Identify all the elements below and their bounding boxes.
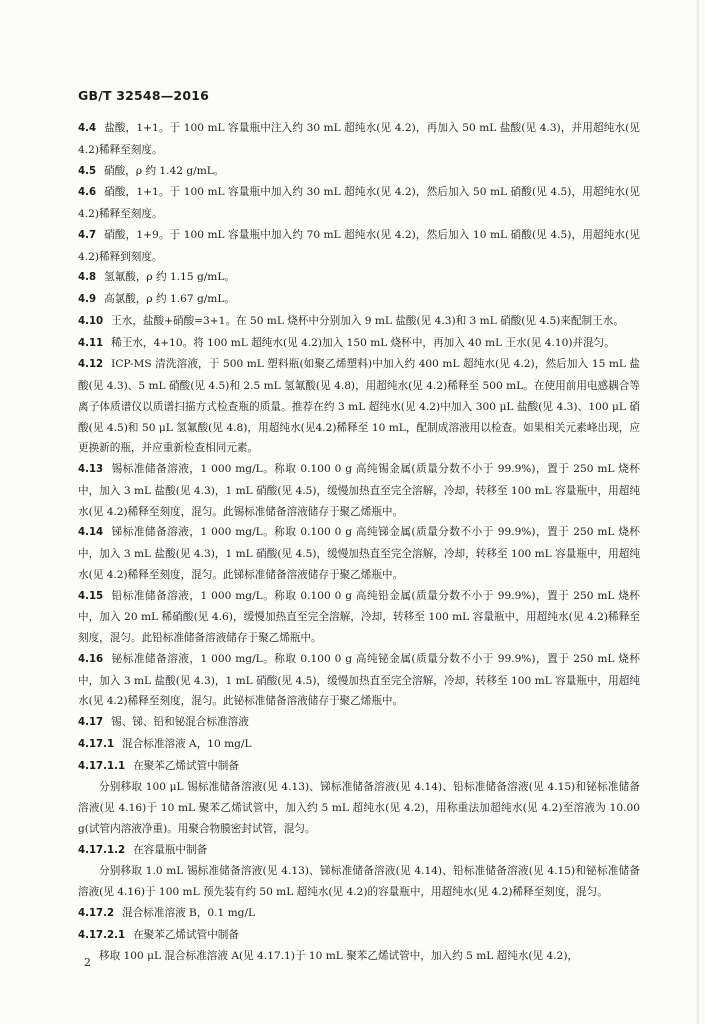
clause-4-6: [78, 182, 640, 225]
clause-4-12: [78, 354, 640, 459]
clause-body: [78, 777, 640, 839]
scan-edge-shadow: [695, 0, 699, 1024]
clause-number: 4.7: [78, 229, 97, 241]
clause-4-17-2-1: [78, 925, 640, 947]
clause-text: 稀王水，4+10。将 100 mL 超纯水(见 4.2)加入 150 mL 烧杯中，再加入 40 mL 王水(见 4.10)并混匀。: [111, 336, 615, 349]
page-number: 2: [84, 956, 91, 969]
clause-4-14: [78, 522, 640, 585]
clause-text: 盐酸，1+1。于 100 mL 容量瓶中注入约 30 mL 超纯水(见 4.2)，再加入 50 mL 盐酸(见 4.3)，并用超纯水(见 4.2)稀释至刻度。: [78, 122, 640, 156]
clause-text: 锡标准储备溶液，1 000 mg/L。称取 0.100 0 g 高纯锡金属(质量分数不小于 99.9%)，置于 250 mL 烧杯中，加入 3 mL 盐酸(见 4.3)，1 mL 硝酸(见 4.5)，缓慢加热直至完全溶解，冷却，转移至 100 mL 容量瓶中，用超纯水(见 4.2)稀释至刻度，混匀。此锡标准储备溶液储存于聚乙烯瓶中。: [78, 463, 640, 518]
clause-number: 4.17: [78, 717, 104, 728]
clause-number: 4.6: [78, 187, 97, 199]
clause-text: 硝酸，ρ 约 1.42 g/mL。: [104, 164, 225, 177]
clause-text: 分别移取 100 μL 锡标准储备溶液(见 4.13)、锑标准储备溶液(见 4.14)、铅标准储备溶液(见 4.15)和铋标准储备溶液(见 4.16)于 10 mL 聚苯乙烯试管中，加入约 5 mL 超纯水(见 4.2)，用称重法加超纯水(见 4.2)至溶液为 10.00 g(试管内溶液净重)。用聚合物膜密封试管，混匀。: [78, 781, 640, 835]
clause-number: 4.17.1.2: [78, 844, 126, 856]
clause-number: 4.17.1: [78, 738, 115, 750]
clause-text: 锡、锑、铅和铋混合标准溶液: [111, 716, 249, 728]
clause-4-8: [78, 267, 640, 289]
clause-text: 硝酸，1+9。于 100 mL 容量瓶中加入约 70 mL 超纯水(见 4.2)，然后加入 10 mL 硝酸(见 4.5)，用超纯水(见 4.2)稀释到刻度。: [78, 228, 640, 263]
clause-number: 4.15: [78, 590, 104, 602]
clause-4-17: [78, 712, 640, 734]
clause-body: [78, 946, 640, 967]
clause-text: 硝酸，1+1。于 100 mL 容量瓶中加入约 30 mL 超纯水(见 4.2)，然后加入 50 mL 硝酸(见 4.5)，用超纯水(见 4.2)稀释至刻度。: [78, 186, 640, 220]
clause-number: 4.16: [78, 653, 104, 665]
clause-number: 4.10: [78, 315, 104, 327]
clause-number: 4.5: [78, 165, 97, 177]
clause-text: 王水，盐酸+硝酸=3+1。在 50 mL 烧杯中分别加入 9 mL 盐酸(见 4.3)和 3 mL 硝酸(见 4.5)来配制王水。: [111, 314, 624, 327]
clause-4-17-1-1: [78, 756, 640, 778]
clause-text: 混合标准溶液 B，0.1 mg/L: [122, 906, 256, 919]
clause-4-17-2: [78, 903, 640, 925]
clause-4-10: [78, 311, 640, 333]
clause-number: 4.17.2: [78, 907, 115, 919]
clause-number: 4.17.1.1: [78, 760, 126, 772]
clause-body: [78, 861, 640, 903]
clause-number: 4.9: [78, 294, 97, 305]
clause-4-7: [78, 225, 640, 268]
clause-text: 在聚苯乙烯试管中制备: [133, 928, 239, 941]
clause-number: 4.17.2.1: [78, 929, 126, 941]
clause-4-16: [78, 649, 640, 712]
clause-4-13: [78, 459, 640, 522]
clause-number: 4.4: [78, 123, 97, 134]
clause-number: 4.12: [78, 359, 104, 371]
clause-text: 分别移取 1.0 mL 锡标准储备溶液(见 4.13)、锑标准储备溶液(见 4.14)、铅标准储备溶液(见 4.15)和铋标准储备溶液(见 4.16)于 100 mL 预先装有约 50 mL 超纯水(见 4.2)的容量瓶中，用超纯水(见 4.2)稀释至刻度，混匀。: [78, 865, 640, 898]
clause-text: 混合标准溶液 A，10 mg/L: [122, 737, 252, 750]
document-body: [78, 118, 640, 967]
clause-text: 铋标准储备溶液，1 000 mg/L。称取 0.100 0 g 高纯铋金属(质量分数不小于 99.9%)，置于 250 mL 烧杯中，加入 3 mL 盐酸(见 4.3)，1 mL 硝酸(见 4.5)，缓慢加热直至完全溶解，冷却，转移至 100 mL 容量瓶中，用超纯水(见 4.2)稀释至刻度，混匀。此铋标准储备溶液储存于聚乙烯瓶中。: [78, 652, 640, 708]
clause-4-11: [78, 333, 640, 355]
clause-text: 移取 100 μL 混合标准溶液 A(见 4.17.1)于 10 mL 聚苯乙烯试管中，加入约 5 mL 超纯水(见 4.2)，: [99, 950, 579, 963]
clause-text: ICP-MS 清洗溶液，于 500 mL 塑料瓶(如聚乙烯塑料)中加入约 400 mL 超纯水(见 4.2)，然后加入 15 mL 盐酸(见 4.3)、5 mL 硝酸(见 4.5)和 2.5 mL 氢氟酸(见 4.8)，用超纯水(见 4.2)稀释至 500 mL。在使用前用电感耦合等离子体质谱仪以质谱扫描方式检查瓶的质量。推荐在约 3 mL 超纯水(见 4.2)中加入 300 μL 盐酸(见 4.3)、100 μL 硝酸(见 4.5)和 50 μL 氢氟酸(见 4.8)，用超纯水(见4.2)稀释至 10 mL，配制成溶液用以检查。如果相关元素峰出现，应更换新的瓶，并应重新检查相同元素。: [78, 358, 640, 455]
clause-number: 4.8: [78, 272, 97, 284]
clause-4-15: [78, 586, 640, 649]
clause-4-17-1-2: [78, 840, 640, 862]
clause-number: 4.11: [78, 337, 104, 349]
clause-4-17-1: [78, 734, 640, 756]
clause-text: 锑标准储备溶液，1 000 mg/L。称取 0.100 0 g 高纯锑金属(质量分数不小于 99.9%)，置于 250 mL 烧杯中，加入 3 mL 盐酸(见 4.3)，1 mL 硝酸(见 4.5)，缓慢加热直至完全溶解，冷却，转移至 100 mL 容量瓶中，用超纯水(见 4.2)稀释至刻度，混匀。此锑标准储备溶液储存于聚乙烯瓶中。: [78, 526, 640, 581]
clause-text: 在聚苯乙烯试管中制备: [133, 759, 239, 772]
standard-header: GB/T 32548—2016: [78, 88, 210, 103]
clause-text: 铅标准储备溶液，1 000 mg/L。称取 0.100 0 g 高纯铅金属(质量分数不小于 99.9%)，置于 250 mL 烧杯中，加入 20 mL 稀硝酸(见 4.6)，缓慢加热直至完全溶解，冷却，转移至 100 mL 容量瓶中，用超纯水(见 4.2)稀释至刻度，混匀。此铅标准储备溶液储存于聚乙烯瓶中。: [78, 589, 640, 644]
clause-4-5: [78, 161, 640, 183]
clause-text: 氢氟酸，ρ 约 1.15 g/mL。: [104, 271, 235, 284]
clause-text: 高氯酸，ρ 约 1.67 g/mL。: [104, 293, 235, 305]
clause-number: 4.14: [78, 527, 104, 539]
clause-4-9: [78, 289, 640, 311]
clause-text: 在容量瓶中制备: [133, 843, 208, 856]
clause-number: 4.13: [78, 464, 104, 475]
clause-4-4: [78, 118, 640, 161]
